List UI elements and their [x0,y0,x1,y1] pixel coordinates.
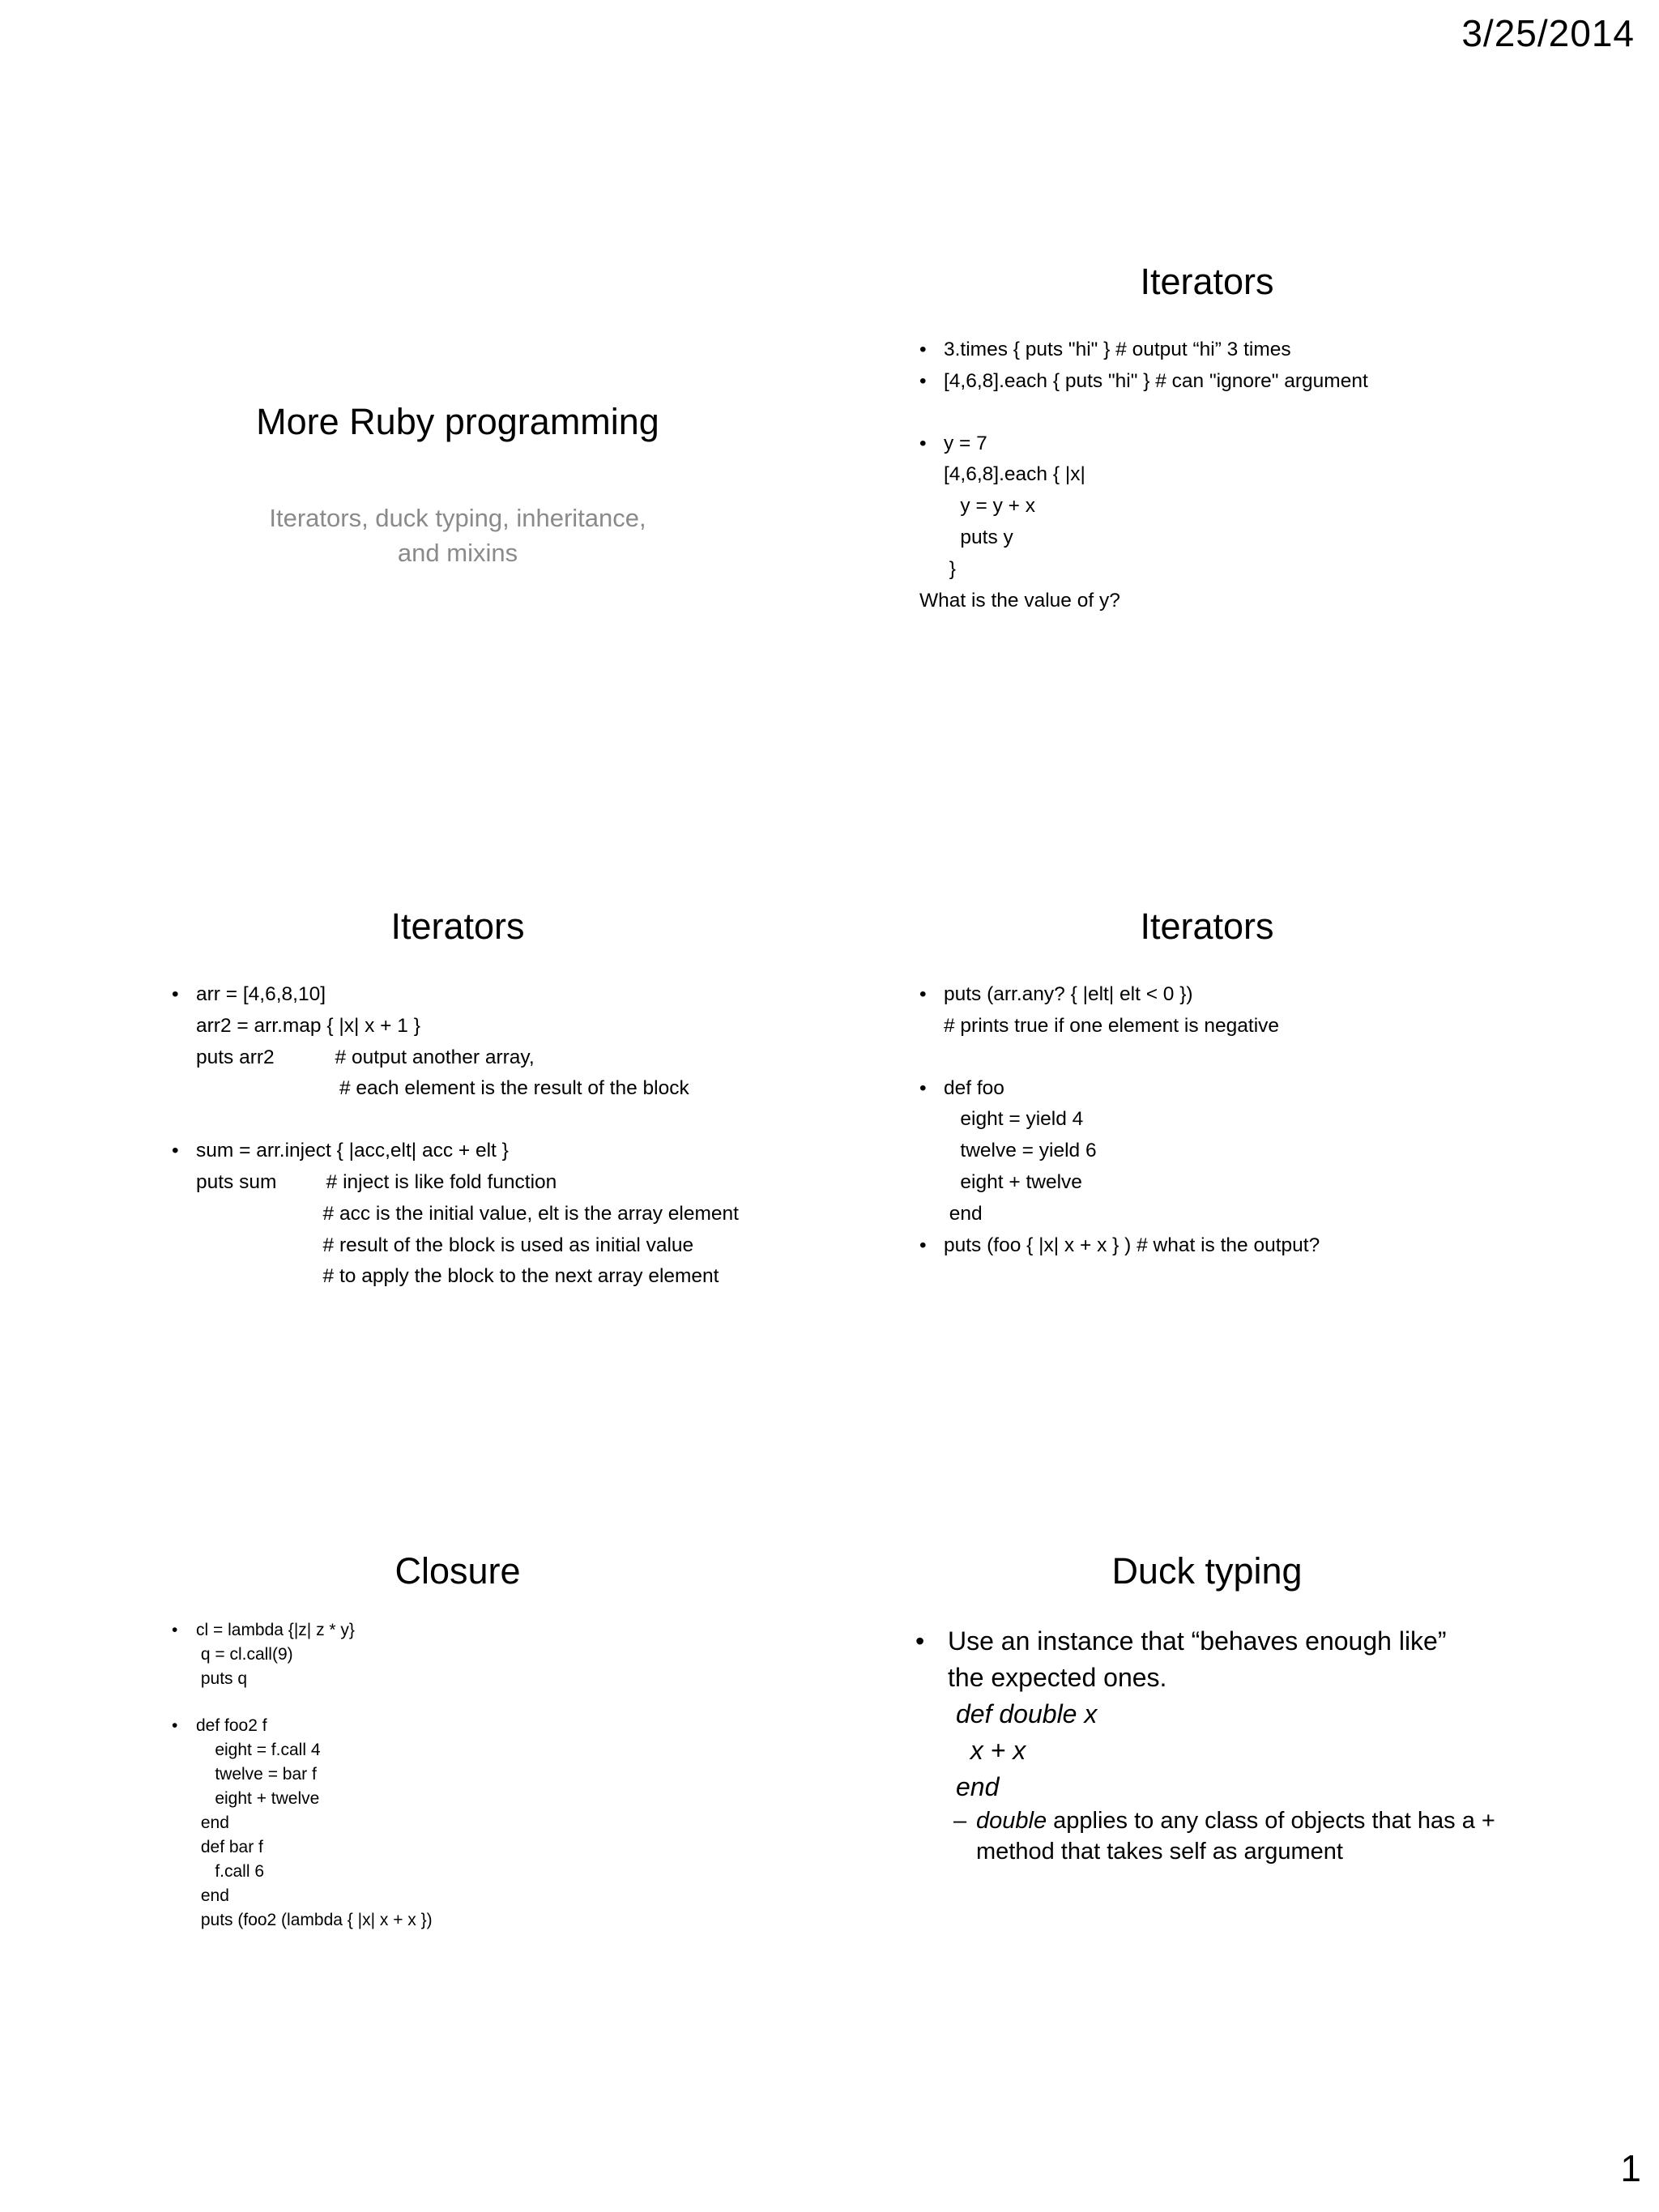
bullet-line: • puts (arr.any? { |elt| elt < 0 }) [944,979,1320,1011]
bullet-line: • arr = [4,6,8,10] [196,979,739,1011]
bullet-line: • 3.times { puts "hi" } # output “hi” 3 times [944,335,1368,366]
slide-iterators-3 [830,888,1584,1455]
code-line: # acc is the initial value, elt is the array element [196,1202,739,1225]
code-line: f.call 6 [196,1862,265,1881]
code-line: q = cl.call(9) [196,1645,293,1664]
slide-iterators-1 [830,243,1584,810]
bullet-line: • y = 7 [944,428,1368,460]
code-line: twelve = yield 6 [944,1140,1097,1162]
sub-bullet-continuation: method that takes self as argument [976,1839,1343,1865]
slide-title: Iterators [390,906,525,947]
code-line: end [944,1202,983,1225]
bullet-line: • puts (foo { |x| x + x } ) # what is the output? [944,1230,1320,1262]
sub-bullet-line [976,1805,1495,1836]
code-line: # each element is the result of the block [196,1077,689,1100]
slide-iterators-2 [81,888,834,1455]
code-line: end [196,1886,229,1905]
code-line: # result of the block is used as initial value [196,1234,694,1256]
code-line: end [956,1772,1000,1801]
code-line: # prints true if one element is negative [944,1014,1280,1037]
code-line: eight + twelve [944,1170,1082,1193]
slide-content [919,335,1368,616]
code-line: eight = f.call 4 [196,1741,321,1759]
slide-content [944,979,1320,1261]
subtitle-line: Iterators, duck typing, inheritance, [269,504,646,532]
code-line: puts (foo2 (lambda { |x| x + x }) [196,1911,433,1929]
slide-content [196,979,739,1293]
code-line: def double x [956,1699,1098,1728]
code-line: twelve = bar f [196,1765,317,1784]
bullet-line: • [4,6,8].each { puts "hi" } # can "ignore" argument [944,366,1368,398]
emphasis-text: double [976,1808,1047,1834]
code-line: def bar f [196,1838,263,1856]
bullet-line: • def foo [944,1073,1320,1105]
code-line: y = y + x [944,495,1036,518]
slide-duck-typing [830,1532,1584,2099]
code-line: } [944,557,956,580]
slide-title: Closure [394,1550,521,1592]
sub-bullet-text: applies to any class of objects that has a + [1047,1808,1495,1834]
slide-title-more-ruby [81,243,834,810]
bullet-line: • def foo2 f [196,1714,433,1738]
subtitle-line: and mixins [397,539,518,567]
slide-title: Duck typing [1111,1550,1303,1592]
bullet-line: • cl = lambda {|z| z * y} [196,1618,433,1643]
code-line: puts arr2 # output another array, [196,1046,535,1068]
page-date: 3/25/2014 [1461,12,1635,54]
code-line: [4,6,8].each { |x| [944,463,1085,486]
question-line: What is the value of y? [919,589,1120,612]
bullet-continuation: the expected ones. [948,1663,1167,1692]
slide-content [948,1623,1495,1867]
code-line: end [196,1813,229,1832]
slide-subtitle [81,501,834,570]
slide-content [196,1618,433,1933]
code-line: # to apply the block to the next array element [196,1265,719,1288]
code-line: x + x [956,1736,1026,1765]
page-number: 1 [1620,2147,1641,2189]
code-line: puts y [944,526,1013,548]
bullet-line: • sum = arr.inject { |acc,elt| acc + elt } [196,1136,739,1167]
code-line: puts sum # inject is like fold function [196,1170,557,1193]
code-line: arr2 = arr.map { |x| x + 1 } [196,1014,420,1037]
code-line: eight = yield 4 [944,1108,1084,1131]
slide-closure [81,1532,834,2099]
code-line: eight + twelve [196,1789,320,1808]
slide-title: Iterators [1140,261,1274,302]
code-line: puts q [196,1669,248,1688]
bullet-line: • Use an instance that “behaves enough like” [948,1623,1495,1660]
slide-title: More Ruby programming [256,401,659,442]
slide-title: Iterators [1140,906,1274,947]
